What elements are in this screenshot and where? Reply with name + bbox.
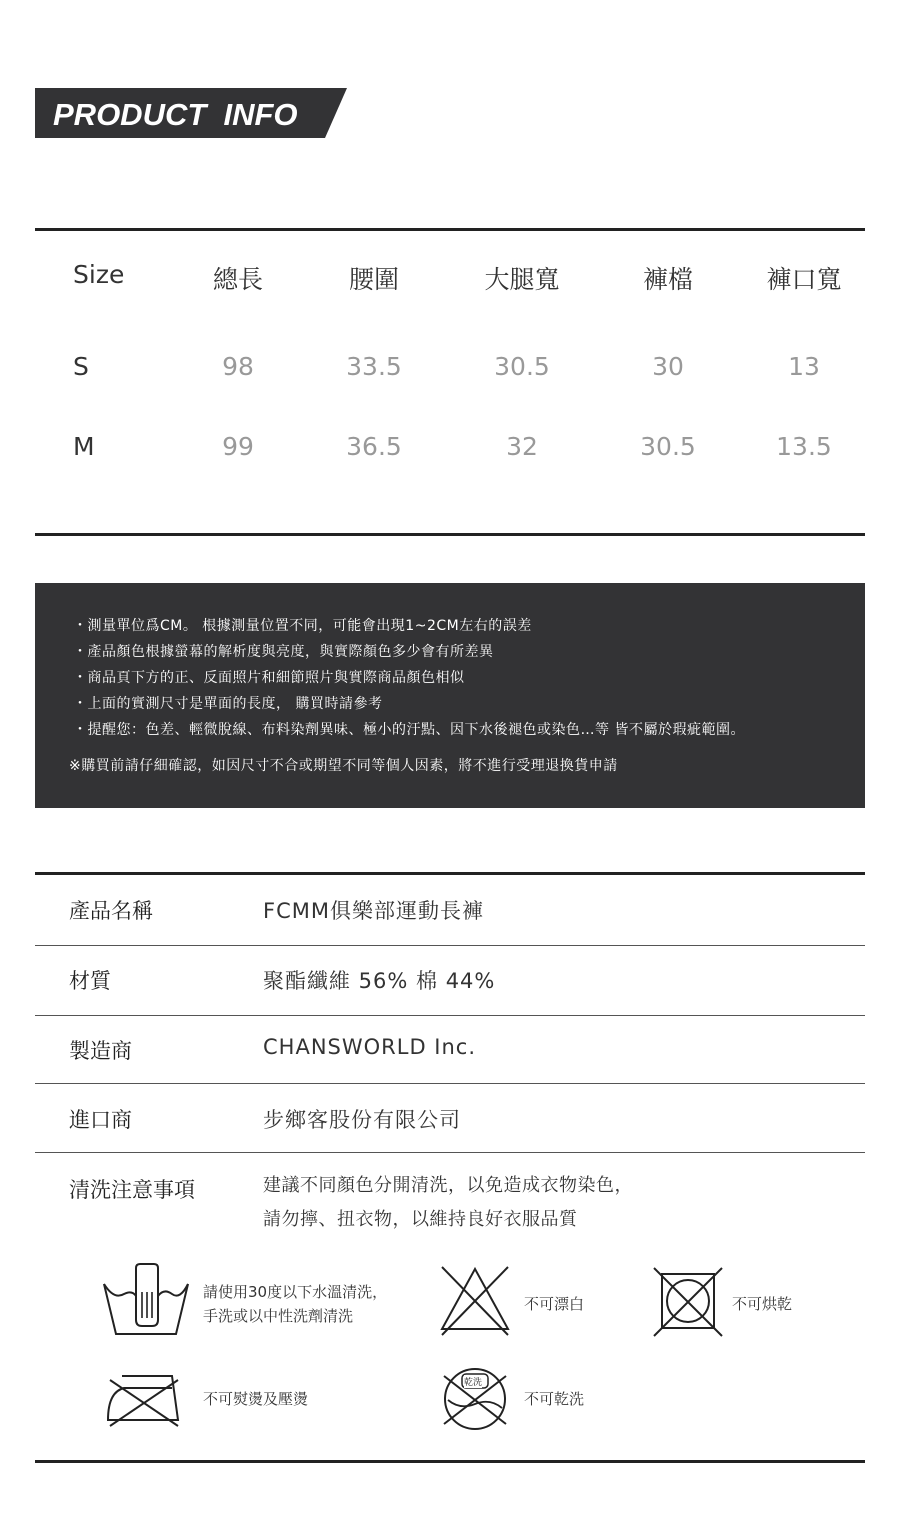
table-row bbox=[35, 432, 865, 512]
care-instructions bbox=[263, 1169, 633, 1237]
notice-item: ・商品頁下方的正、反面照片和細節照片與實際商品顏色相似 bbox=[73, 670, 465, 686]
size-table-header bbox=[35, 260, 865, 352]
header-size: Size bbox=[73, 260, 125, 289]
notice-item: ・上面的實測尺寸是單面的長度， 購買時請參考 bbox=[73, 696, 383, 712]
info-row-material bbox=[35, 946, 865, 1015]
no-bleach-text: 不可漂白 bbox=[524, 1295, 585, 1313]
cell-rise: 30.5 bbox=[640, 432, 696, 461]
info-row-product-name bbox=[35, 875, 865, 945]
header-total-length: 總長 bbox=[212, 265, 263, 294]
header-thigh: 大腿寬 bbox=[484, 265, 560, 294]
cell-waist: 36.5 bbox=[346, 432, 402, 461]
header-waist: 腰圍 bbox=[348, 265, 399, 294]
info-value: FCMM俱樂部運動長褲 bbox=[263, 899, 484, 923]
info-value: 步鄉客股份有限公司 bbox=[263, 1108, 461, 1132]
product-info-banner bbox=[35, 88, 347, 140]
notice-box bbox=[35, 583, 865, 808]
info-label: 進口商 bbox=[69, 1108, 132, 1132]
info-row-manufacturer bbox=[35, 1016, 865, 1084]
table-bottom-rule bbox=[35, 533, 865, 536]
notice-list bbox=[73, 613, 745, 743]
handwash-text bbox=[203, 1280, 387, 1328]
size-table bbox=[35, 260, 865, 512]
info-row-importer bbox=[35, 1084, 865, 1152]
info-label: 產品名稱 bbox=[69, 899, 153, 923]
info-label: 製造商 bbox=[69, 1039, 132, 1063]
bottom-rule bbox=[35, 1460, 865, 1463]
no-dryclean-text: 不可乾洗 bbox=[524, 1390, 585, 1408]
no-tumble-dry-symbol bbox=[652, 1266, 724, 1338]
header-rise: 褲檔 bbox=[642, 265, 693, 294]
no-iron-text: 不可熨燙及壓燙 bbox=[203, 1390, 309, 1408]
handwash-symbol bbox=[102, 1262, 190, 1338]
no-tumble-dry-icon bbox=[652, 1266, 724, 1338]
cell-thigh: 32 bbox=[506, 432, 538, 461]
cell-rise: 30 bbox=[652, 352, 684, 381]
dryclean-mark-label: 乾洗 bbox=[464, 1375, 482, 1388]
care-line: 建議不同顏色分開清洗，以免造成衣物染色， bbox=[263, 1175, 633, 1196]
banner-title: PRODUCT INFO bbox=[53, 97, 298, 132]
cell-total-length: 99 bbox=[222, 432, 254, 461]
cell-thigh: 30.5 bbox=[494, 352, 550, 381]
return-policy-warning: ※購買前請仔細確認，如因尺寸不合或期望不同等個人因素，將不進行受理退換貨申請 bbox=[69, 758, 618, 774]
cell-waist: 33.5 bbox=[346, 352, 402, 381]
header-hem: 褲口寬 bbox=[766, 265, 842, 294]
no-dryclean-symbol bbox=[440, 1366, 510, 1432]
notice-item: ・測量單位爲CM。 根據測量位置不同，可能會出現1~2CM左右的誤差 bbox=[73, 618, 532, 634]
no-iron-symbol bbox=[102, 1370, 186, 1428]
cell-hem: 13.5 bbox=[776, 432, 832, 461]
care-label: 清洗注意事項 bbox=[69, 1178, 195, 1202]
no-tumble-dry-text: 不可烘乾 bbox=[732, 1295, 793, 1313]
info-value: CHANSWORLD Inc. bbox=[263, 1035, 477, 1059]
handwash-icon bbox=[102, 1262, 190, 1338]
info-value: 聚酯纖維 56% 棉 44% bbox=[263, 969, 496, 993]
notice-item: ・提醒您：色差、輕微脫線、布料染劑異味、極小的汙點、因下水後褪色或染色…等 皆不屬於瑕疵範圍。 bbox=[73, 722, 745, 738]
row-size: M bbox=[73, 432, 95, 461]
notice-item: ・產品顏色根據螢幕的解析度與亮度，與實際顏色多少會有所差異 bbox=[73, 644, 494, 660]
no-iron-icon bbox=[102, 1370, 186, 1428]
info-label: 材質 bbox=[69, 969, 111, 993]
cell-total-length: 98 bbox=[222, 352, 254, 381]
top-rule bbox=[35, 228, 865, 231]
no-bleach-symbol bbox=[438, 1263, 512, 1337]
no-bleach-icon bbox=[438, 1263, 512, 1337]
handwash-line: 手洗或以中性洗劑清洗 bbox=[203, 1307, 354, 1325]
handwash-line: 請使用30度以下水溫清洗， bbox=[203, 1283, 388, 1301]
care-line: 請勿擰、扭衣物，以維持良好衣服品質 bbox=[263, 1209, 578, 1230]
table-row bbox=[35, 352, 865, 432]
row-size: S bbox=[73, 352, 89, 381]
cell-hem: 13 bbox=[788, 352, 820, 381]
